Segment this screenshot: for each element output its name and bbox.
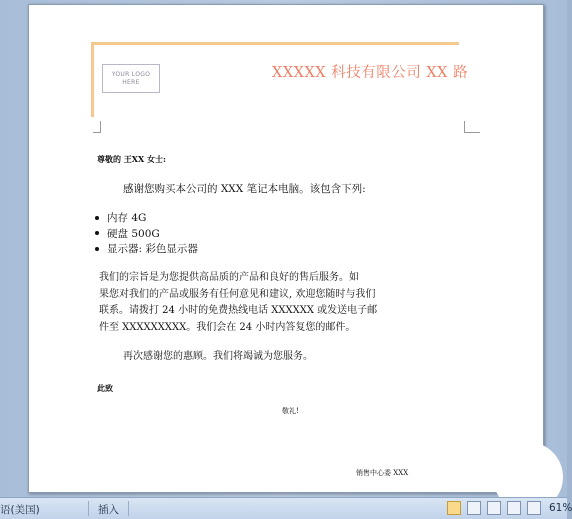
list-item	[95, 241, 198, 257]
outline-view-icon[interactable]	[507, 501, 521, 515]
print-layout-icon[interactable]	[447, 501, 461, 515]
logo-placeholder-text: YOUR LOGO HERE	[111, 70, 151, 86]
list-item	[95, 210, 198, 226]
language-indicator[interactable]: 语(美国)	[0, 504, 40, 516]
list-item	[95, 226, 198, 242]
company-address: XXXXX 科技有限公司 XX 路	[272, 65, 469, 81]
logo-placeholder	[102, 64, 160, 93]
paragraph-line: 联系。请拨打 24 小时的免费热线电话 XXXXXX 或发送电子邮	[99, 305, 378, 316]
letter-paragraph-service	[99, 270, 377, 336]
header-rule-vertical	[91, 42, 94, 117]
paragraph-line: 我们的宗旨是为您提供高品质的产品和良好的售后服务。如	[99, 272, 359, 283]
crop-mark-right	[464, 121, 480, 133]
draft-view-icon[interactable]	[527, 501, 541, 515]
list-item-text: 显示器: 彩色显示器	[107, 243, 198, 256]
crop-mark-left	[93, 121, 101, 133]
status-divider	[88, 501, 89, 516]
bullet-icon	[95, 231, 99, 235]
status-bar	[0, 497, 572, 519]
letter-salutation: 尊敬的 王XX 女士:	[97, 154, 166, 164]
list-item-text: 内存 4G	[107, 212, 147, 225]
status-divider	[128, 501, 129, 516]
web-layout-icon[interactable]	[487, 501, 501, 515]
paragraph-line: 件至 XXXXXXXXX。我们会在 24 小时内答复您的邮件。	[99, 321, 356, 333]
letter-paragraph-thanks: 再次感谢您的惠顾。我们将竭诚为您服务。	[123, 351, 313, 362]
letter-intro: 感谢您购买本公司的 XXX 笔记本电脑。该包含下列:	[123, 183, 366, 195]
bullet-icon	[95, 216, 99, 220]
letter-closing: 此致	[97, 383, 113, 393]
letter-signature: 销售中心委 XXX	[356, 469, 409, 477]
insert-mode-toggle[interactable]: 插入	[98, 504, 119, 516]
header-rule-horizontal	[91, 42, 459, 45]
item-list	[95, 210, 198, 257]
bullet-icon	[95, 247, 99, 251]
letter-regards: 敬礼!	[282, 407, 299, 415]
list-item-text: 硬盘 500G	[107, 227, 160, 240]
paragraph-line: 果您对我们的产品或服务有任何意见和建议, 欢迎您随时与我们	[99, 288, 376, 300]
zoom-level[interactable]: 61%	[549, 502, 572, 514]
full-screen-reading-icon[interactable]	[467, 501, 481, 515]
document-page[interactable]	[28, 4, 544, 493]
view-mode-switcher	[447, 501, 541, 515]
